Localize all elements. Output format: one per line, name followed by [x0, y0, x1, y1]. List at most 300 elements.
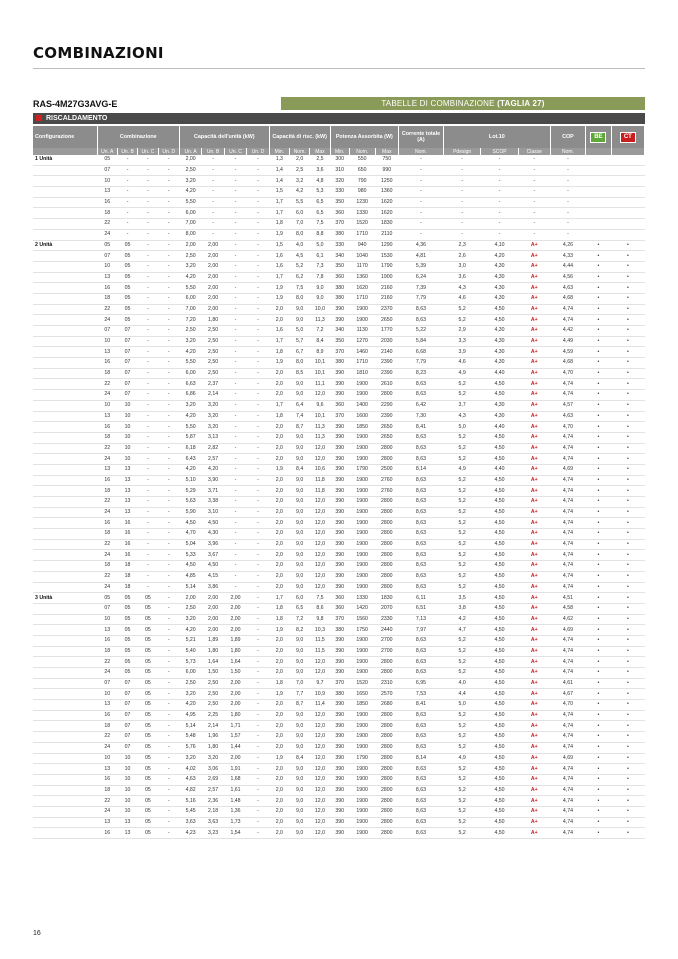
- table-cell: 9,0: [290, 806, 310, 817]
- table-cell: 390: [330, 422, 349, 433]
- table-cell: A+: [518, 240, 550, 251]
- table-cell: 360: [330, 400, 349, 411]
- table-row: [33, 443, 645, 454]
- table-cell: -: [158, 806, 179, 817]
- table-cell: -: [158, 753, 179, 764]
- table-cell: 3,63: [179, 817, 201, 828]
- table-cell: •: [611, 593, 644, 604]
- table-cell: [586, 208, 612, 219]
- table-cell: 18: [97, 785, 117, 796]
- table-cell: 8,63: [399, 806, 444, 817]
- table-cell: -: [138, 229, 158, 240]
- table-cell: •: [611, 422, 644, 433]
- table-cell: 16: [97, 828, 117, 839]
- table-row: [33, 753, 645, 764]
- table-cell: -: [224, 336, 246, 347]
- table-cell: 10: [117, 454, 137, 465]
- table-cell: 4,30: [481, 293, 518, 304]
- table-cell: 05: [117, 293, 137, 304]
- table-cell: •: [611, 272, 644, 283]
- table-cell: 07: [117, 368, 137, 379]
- table-cell: 5,2: [443, 742, 480, 753]
- table-row: [33, 700, 645, 711]
- row-config-cell: [33, 176, 97, 187]
- table-cell: -: [247, 390, 269, 401]
- table-cell: 05: [117, 646, 137, 657]
- table-cell: 16: [97, 518, 117, 529]
- table-cell: 8,63: [399, 432, 444, 443]
- table-cell: A+: [518, 678, 550, 689]
- row-config-cell: [33, 561, 97, 572]
- table-cell: 3,20: [179, 261, 201, 272]
- table-cell: -: [550, 197, 585, 208]
- table-cell: 4,74: [550, 550, 585, 561]
- table-cell: 2,0: [269, 700, 289, 711]
- table-cell: [586, 176, 612, 187]
- table-cell: [586, 187, 612, 198]
- table-cell: •: [586, 293, 612, 304]
- table-cell: -: [138, 400, 158, 411]
- table-cell: 1650: [349, 689, 375, 700]
- table-cell: 7,5: [310, 593, 330, 604]
- table-cell: 4,50: [481, 454, 518, 465]
- table-cell: 22: [97, 304, 117, 315]
- table-cell: -: [247, 774, 269, 785]
- table-cell: 2,0: [269, 507, 289, 518]
- table-cell: 8,63: [399, 774, 444, 785]
- row-config-cell: [33, 828, 97, 839]
- table-cell: 2390: [375, 368, 399, 379]
- table-cell: 07: [97, 678, 117, 689]
- table-cell: -: [247, 657, 269, 668]
- table-cell: -: [138, 176, 158, 187]
- table-cell: 1,89: [202, 635, 224, 646]
- table-cell: 5,2: [443, 529, 480, 540]
- table-cell: 9,0: [290, 582, 310, 593]
- table-cell: 05: [138, 700, 158, 711]
- table-cell: -: [247, 635, 269, 646]
- table-cell: 2,00: [179, 240, 201, 251]
- table-cell: 5,2: [443, 774, 480, 785]
- table-cell: -: [138, 197, 158, 208]
- table-cell: A+: [518, 422, 550, 433]
- table-cell: -: [158, 390, 179, 401]
- table-cell: -: [138, 582, 158, 593]
- table-cell: 2,6: [443, 251, 480, 262]
- table-cell: 05: [138, 689, 158, 700]
- table-cell: 1,36: [224, 806, 246, 817]
- table-cell: 2,0: [269, 443, 289, 454]
- table-cell: 7,5: [310, 219, 330, 230]
- table-cell: 4,74: [550, 475, 585, 486]
- table-cell: •: [586, 732, 612, 743]
- table-cell: •: [611, 668, 644, 679]
- table-cell: 2,0: [269, 774, 289, 785]
- table-cell: 12,0: [310, 443, 330, 454]
- table-cell: 4,50: [481, 603, 518, 614]
- table-cell: -: [158, 507, 179, 518]
- table-row: [33, 240, 645, 251]
- table-cell: 7,53: [399, 689, 444, 700]
- table-cell: -: [138, 368, 158, 379]
- table-cell: -: [224, 208, 246, 219]
- table-cell: -: [518, 165, 550, 176]
- table-cell: 4,9: [443, 464, 480, 475]
- table-cell: 07: [117, 710, 137, 721]
- table-row: [33, 197, 645, 208]
- table-cell: -: [158, 400, 179, 411]
- table-cell: 1900: [349, 497, 375, 508]
- table-cell: •: [586, 443, 612, 454]
- header-configurazione: Configurazione: [33, 126, 97, 148]
- table-cell: -: [158, 796, 179, 807]
- table-cell: 5,2: [443, 764, 480, 775]
- table-cell: 4,74: [550, 806, 585, 817]
- table-cell: -: [117, 219, 137, 230]
- table-cell: •: [586, 261, 612, 272]
- row-config-cell: 2 Unità: [33, 240, 97, 251]
- table-row: [33, 261, 645, 272]
- table-cell: -: [443, 197, 480, 208]
- table-cell: 1900: [349, 796, 375, 807]
- table-cell: 18: [97, 208, 117, 219]
- table-cell: 8,63: [399, 454, 444, 465]
- table-cell: 07: [117, 742, 137, 753]
- table-cell: •: [611, 507, 644, 518]
- table-cell: 2,00: [202, 603, 224, 614]
- table-cell: -: [399, 197, 444, 208]
- table-cell: 7,2: [310, 326, 330, 337]
- table-row: [33, 689, 645, 700]
- table-cell: 8,0: [290, 293, 310, 304]
- table-cell: 2800: [375, 817, 399, 828]
- table-cell: 9,0: [290, 571, 310, 582]
- table-cell: 2,50: [179, 603, 201, 614]
- table-cell: 2570: [375, 689, 399, 700]
- table-cell: 13: [97, 272, 117, 283]
- table-cell: 24: [97, 315, 117, 326]
- table-cell: 6,42: [399, 400, 444, 411]
- table-cell: •: [586, 742, 612, 753]
- table-cell: 4,57: [550, 400, 585, 411]
- table-cell: -: [158, 240, 179, 251]
- table-cell: 7,2: [290, 614, 310, 625]
- table-cell: 2610: [375, 379, 399, 390]
- table-cell: -: [117, 176, 137, 187]
- table-row: [33, 806, 645, 817]
- table-cell: -: [138, 529, 158, 540]
- table-cell: 05: [97, 240, 117, 251]
- table-cell: -: [158, 668, 179, 679]
- table-cell: 8,14: [399, 464, 444, 475]
- table-cell: -: [224, 475, 246, 486]
- table-cell: 1900: [349, 732, 375, 743]
- table-cell: 6,00: [179, 368, 201, 379]
- table-cell: 4,74: [550, 582, 585, 593]
- table-cell: 4,50: [481, 721, 518, 732]
- table-cell: 1,9: [269, 753, 289, 764]
- table-cell: 3,63: [202, 817, 224, 828]
- table-cell: 1,5: [269, 240, 289, 251]
- table-cell: 4,26: [550, 240, 585, 251]
- table-cell: 4,20: [179, 700, 201, 711]
- table-cell: 8,63: [399, 742, 444, 753]
- row-config-cell: [33, 219, 97, 230]
- table-cell: 10: [117, 411, 137, 422]
- table-cell: •: [586, 625, 612, 636]
- table-cell: 4,56: [550, 272, 585, 283]
- table-cell: 4,74: [550, 539, 585, 550]
- table-row: [33, 646, 645, 657]
- subheader-cell: [611, 148, 644, 155]
- table-cell: -: [481, 187, 518, 198]
- table-cell: 13: [97, 464, 117, 475]
- table-cell: •: [586, 817, 612, 828]
- table-cell: 2,50: [179, 678, 201, 689]
- row-config-cell: 1 Unità: [33, 155, 97, 165]
- table-cell: 4,74: [550, 486, 585, 497]
- table-row: [33, 678, 645, 689]
- table-cell: 4,74: [550, 828, 585, 839]
- table-cell: 05: [117, 668, 137, 679]
- table-cell: -: [224, 507, 246, 518]
- table-cell: -: [158, 561, 179, 572]
- table-cell: 2,0: [269, 582, 289, 593]
- subheader-cell: Min.: [269, 148, 289, 155]
- table-cell: A+: [518, 721, 550, 732]
- row-config-cell: [33, 379, 97, 390]
- table-cell: 2,00: [224, 614, 246, 625]
- table-cell: 2,0: [269, 806, 289, 817]
- table-cell: 370: [330, 347, 349, 358]
- subheader-cell: Pdesign: [443, 148, 480, 155]
- table-cell: 1900: [349, 806, 375, 817]
- table-cell: •: [611, 411, 644, 422]
- table-cell: 9,0: [290, 742, 310, 753]
- table-cell: 4,74: [550, 432, 585, 443]
- table-cell: A+: [518, 454, 550, 465]
- table-cell: 2,0: [269, 539, 289, 550]
- table-cell: 4,81: [399, 251, 444, 262]
- subheader-cell: Un. C: [224, 148, 246, 155]
- table-cell: -: [158, 550, 179, 561]
- table-cell: -: [117, 187, 137, 198]
- table-cell: 22: [97, 379, 117, 390]
- table-cell: 1530: [375, 251, 399, 262]
- table-cell: •: [586, 539, 612, 550]
- table-cell: 22: [97, 571, 117, 582]
- table-cell: A+: [518, 796, 550, 807]
- table-cell: -: [158, 443, 179, 454]
- table-cell: •: [611, 336, 644, 347]
- table-cell: 18: [97, 293, 117, 304]
- table-cell: 9,0: [310, 293, 330, 304]
- table-cell: 5,2: [443, 518, 480, 529]
- row-config-cell: [33, 721, 97, 732]
- table-cell: 2,50: [202, 689, 224, 700]
- table-cell: 8,6: [310, 603, 330, 614]
- table-cell: 13: [117, 475, 137, 486]
- table-cell: 4,50: [481, 486, 518, 497]
- table-cell: [586, 219, 612, 230]
- table-cell: 2,14: [202, 390, 224, 401]
- table-cell: 2,0: [269, 422, 289, 433]
- table-cell: 05: [138, 774, 158, 785]
- table-cell: 10,9: [310, 689, 330, 700]
- table-row: [33, 272, 645, 283]
- table-cell: 05: [117, 304, 137, 315]
- table-cell: 4,30: [481, 326, 518, 337]
- table-cell: 390: [330, 742, 349, 753]
- table-cell: 9,0: [310, 283, 330, 294]
- table-cell: [611, 197, 644, 208]
- table-cell: -: [443, 229, 480, 240]
- table-cell: -: [138, 464, 158, 475]
- table-cell: 2800: [375, 732, 399, 743]
- table-cell: -: [158, 261, 179, 272]
- row-config-cell: [33, 732, 97, 743]
- table-cell: 05: [138, 635, 158, 646]
- table-cell: 4,70: [179, 529, 201, 540]
- table-cell: -: [138, 475, 158, 486]
- table-cell: 5,16: [179, 796, 201, 807]
- table-cell: 2,3: [443, 240, 480, 251]
- table-cell: 6,5: [310, 208, 330, 219]
- table-row: [33, 368, 645, 379]
- table-cell: 1,3: [269, 155, 289, 165]
- table-cell: 4,74: [550, 304, 585, 315]
- table-cell: -: [158, 689, 179, 700]
- table-cell: 1790: [349, 464, 375, 475]
- combination-banner: [281, 97, 645, 110]
- table-cell: 1900: [349, 710, 375, 721]
- table-cell: 22: [97, 219, 117, 230]
- table-cell: 8,0: [290, 358, 310, 369]
- table-cell: 2,0: [269, 796, 289, 807]
- table-cell: A+: [518, 753, 550, 764]
- table-cell: -: [247, 497, 269, 508]
- row-config-cell: [33, 411, 97, 422]
- table-cell: -: [481, 197, 518, 208]
- table-cell: 05: [117, 240, 137, 251]
- table-cell: 1420: [349, 603, 375, 614]
- table-cell: 11,5: [310, 646, 330, 657]
- table-cell: 8,63: [399, 475, 444, 486]
- table-cell: •: [611, 518, 644, 529]
- table-cell: 4,50: [481, 304, 518, 315]
- table-cell: 4,15: [202, 571, 224, 582]
- table-cell: -: [247, 817, 269, 828]
- table-cell: -: [224, 272, 246, 283]
- table-cell: 2650: [375, 432, 399, 443]
- table-cell: 6,24: [399, 272, 444, 283]
- table-cell: 5,2: [443, 721, 480, 732]
- table-cell: 7,00: [179, 304, 201, 315]
- table-cell: 4,74: [550, 379, 585, 390]
- table-cell: •: [586, 497, 612, 508]
- row-config-cell: [33, 710, 97, 721]
- table-cell: -: [224, 251, 246, 262]
- table-cell: -: [247, 806, 269, 817]
- table-cell: -: [224, 379, 246, 390]
- table-cell: 4,40: [481, 368, 518, 379]
- table-cell: 07: [97, 326, 117, 337]
- table-cell: 24: [97, 668, 117, 679]
- table-cell: -: [138, 304, 158, 315]
- table-cell: 4,50: [481, 732, 518, 743]
- table-cell: 3,8: [443, 603, 480, 614]
- table-cell: 12,0: [310, 550, 330, 561]
- table-cell: 5,48: [179, 732, 201, 743]
- table-cell: 8,41: [399, 700, 444, 711]
- table-cell: 3,23: [202, 828, 224, 839]
- table-cell: 2800: [375, 742, 399, 753]
- table-cell: •: [611, 539, 644, 550]
- table-cell: 05: [138, 753, 158, 764]
- table-cell: •: [586, 454, 612, 465]
- table-cell: -: [247, 668, 269, 679]
- table-cell: •: [611, 400, 644, 411]
- table-cell: 2160: [375, 293, 399, 304]
- table-cell: 7,30: [399, 411, 444, 422]
- table-cell: 1250: [375, 176, 399, 187]
- table-cell: 1900: [349, 646, 375, 657]
- table-cell: -: [518, 219, 550, 230]
- table-cell: 4,74: [550, 518, 585, 529]
- table-cell: 9,0: [290, 657, 310, 668]
- table-cell: 8,63: [399, 796, 444, 807]
- table-cell: -: [138, 379, 158, 390]
- table-cell: •: [586, 315, 612, 326]
- table-cell: -: [158, 229, 179, 240]
- table-cell: 5,2: [443, 443, 480, 454]
- table-cell: 3,20: [179, 176, 201, 187]
- table-cell: 10: [97, 176, 117, 187]
- table-cell: 12,0: [310, 710, 330, 721]
- table-cell: 05: [117, 614, 137, 625]
- table-cell: 4,20: [481, 251, 518, 262]
- table-cell: -: [158, 283, 179, 294]
- row-config-cell: [33, 774, 97, 785]
- table-cell: 4,50: [481, 593, 518, 604]
- table-cell: 16: [97, 774, 117, 785]
- table-cell: -: [138, 165, 158, 176]
- table-cell: 2,0: [269, 764, 289, 775]
- table-cell: 13: [117, 497, 137, 508]
- table-cell: 05: [138, 678, 158, 689]
- table-cell: 6,43: [179, 454, 201, 465]
- table-cell: 4,59: [550, 347, 585, 358]
- table-cell: -: [224, 518, 246, 529]
- table-cell: A+: [518, 464, 550, 475]
- table-cell: -: [247, 539, 269, 550]
- table-cell: 3,3: [443, 336, 480, 347]
- header-potenza: Potenza Assorbita (W): [330, 126, 398, 148]
- table-cell: 2700: [375, 635, 399, 646]
- table-cell: 12,0: [310, 753, 330, 764]
- table-cell: 5,40: [179, 646, 201, 657]
- table-cell: 2,50: [202, 347, 224, 358]
- table-cell: •: [586, 561, 612, 572]
- table-cell: •: [586, 721, 612, 732]
- row-config-cell: [33, 486, 97, 497]
- table-cell: 5,7: [290, 336, 310, 347]
- table-cell: 5,2: [443, 732, 480, 743]
- table-cell: •: [586, 646, 612, 657]
- table-cell: 390: [330, 561, 349, 572]
- table-cell: 1,80: [224, 646, 246, 657]
- table-cell: 16: [117, 518, 137, 529]
